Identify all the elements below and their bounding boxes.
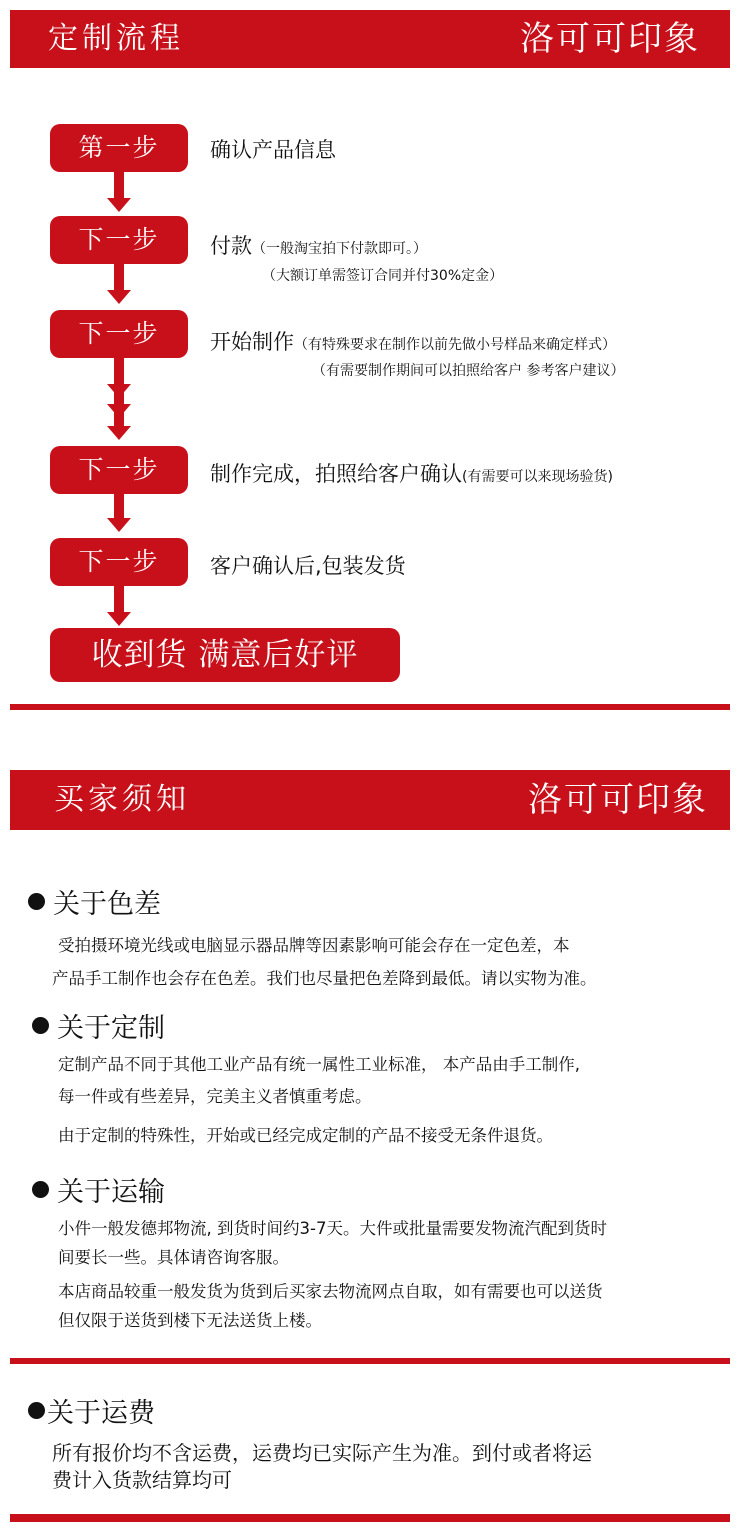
- divider: [10, 1514, 730, 1522]
- section-title: 关于色差: [53, 889, 161, 920]
- step-1-text: [210, 134, 336, 164]
- section-line: 但仅限于送货到楼下无法送货上楼。: [58, 1311, 322, 1330]
- arrow-down-icon: [107, 198, 131, 212]
- step-3-label: 开始制作: [210, 330, 294, 354]
- step-4-text: [210, 458, 613, 488]
- section-heading: [28, 882, 161, 921]
- section-line: 产品手工制作也会存在色差。我们也尽量把色差降到最低。请以实物为准。: [52, 969, 597, 988]
- section-line: 由于定制的特殊性，开始或已经完成定制的产品不接受无条件退货。: [58, 1126, 553, 1145]
- step-1-badge: 第一步: [50, 124, 188, 172]
- step-2-badge: 下一步: [50, 216, 188, 264]
- step-3-sub: （有需要制作期间可以拍照给客户 参考客户建议）: [312, 363, 625, 379]
- arrow-shaft: [114, 262, 124, 292]
- step-3-note: （有特殊要求在制作以前先做小号样品来确定样式）: [294, 337, 616, 353]
- section-title: 关于运费: [47, 1398, 155, 1429]
- section-line: 每一件或有些差异，完美主义者慎重考虑。: [58, 1087, 372, 1106]
- step-5-label: 客户确认后,包装发货: [210, 554, 406, 578]
- arrow-down-icon: [107, 290, 131, 304]
- step-4-label: 制作完成，拍照给客户确认: [210, 462, 462, 486]
- bullet-icon: [28, 893, 45, 910]
- step-2-text: [210, 230, 427, 260]
- section-title: 关于定制: [57, 1013, 165, 1044]
- divider: [10, 704, 730, 710]
- section-title: 关于运输: [57, 1177, 165, 1208]
- step-3-text: [210, 326, 616, 356]
- brand-name: 洛可可印象: [520, 19, 700, 59]
- bullet-icon: [32, 1181, 49, 1198]
- arrow-shaft: [114, 584, 124, 614]
- bullet-icon: [28, 1402, 45, 1419]
- step-4-badge: 下一步: [50, 446, 188, 494]
- brand-name: 洛可可印象: [528, 780, 708, 820]
- step-5-badge: 下一步: [50, 538, 188, 586]
- flow-title: 定制流程: [48, 21, 184, 56]
- step-1-label: 确认产品信息: [210, 138, 336, 162]
- section-heading: [28, 1391, 155, 1430]
- flow-banner: [10, 10, 730, 68]
- section-line: 小件一般发德邦物流, 到货时间约3-7天。大件或批量需要发物流汽配到货时: [58, 1219, 607, 1238]
- arrow-down-icon: [107, 612, 131, 626]
- arrow-shaft: [114, 492, 124, 520]
- fee-line: 费计入货款结算均可: [52, 1468, 232, 1492]
- step-3-badge: 下一步: [50, 310, 188, 358]
- arrow-down-icon: [107, 404, 131, 418]
- section-line: 受拍摄环境光线或电脑显示器品牌等因素影响可能会存在一定色差，本: [58, 936, 570, 955]
- divider: [10, 1358, 730, 1364]
- step-2-note: （一般淘宝拍下付款即可。）: [252, 241, 427, 257]
- notice-banner: [10, 770, 730, 830]
- final-step-badge: 收到货 满意后好评: [50, 628, 400, 682]
- step-2-label: 付款: [210, 234, 252, 258]
- bullet-icon: [32, 1017, 49, 1034]
- section-line: 间要长一些。具体请咨询客服。: [58, 1248, 289, 1267]
- arrow-down-icon: [107, 384, 131, 398]
- step-5-text: [210, 550, 406, 580]
- step-2-sub: （大额订单需签订合同并付30%定金）: [262, 268, 504, 284]
- step-4-note: (有需要可以来现场验货): [462, 469, 613, 485]
- section-heading: [32, 1006, 165, 1045]
- arrow-down-icon: [107, 518, 131, 532]
- fee-line: 所有报价均不含运费，运费均已实际产生为准。到付或者将运: [52, 1441, 592, 1465]
- section-line: 定制产品不同于其他工业产品有统一属性工业标准， 本产品由手工制作,: [58, 1055, 580, 1074]
- section-heading: [32, 1170, 165, 1209]
- section-line: 本店商品较重一般发货为货到后买家去物流网点自取，如有需要也可以送货: [58, 1282, 603, 1301]
- notice-title: 买家须知: [54, 782, 190, 817]
- arrow-shaft: [114, 170, 124, 200]
- arrow-down-icon: [107, 426, 131, 440]
